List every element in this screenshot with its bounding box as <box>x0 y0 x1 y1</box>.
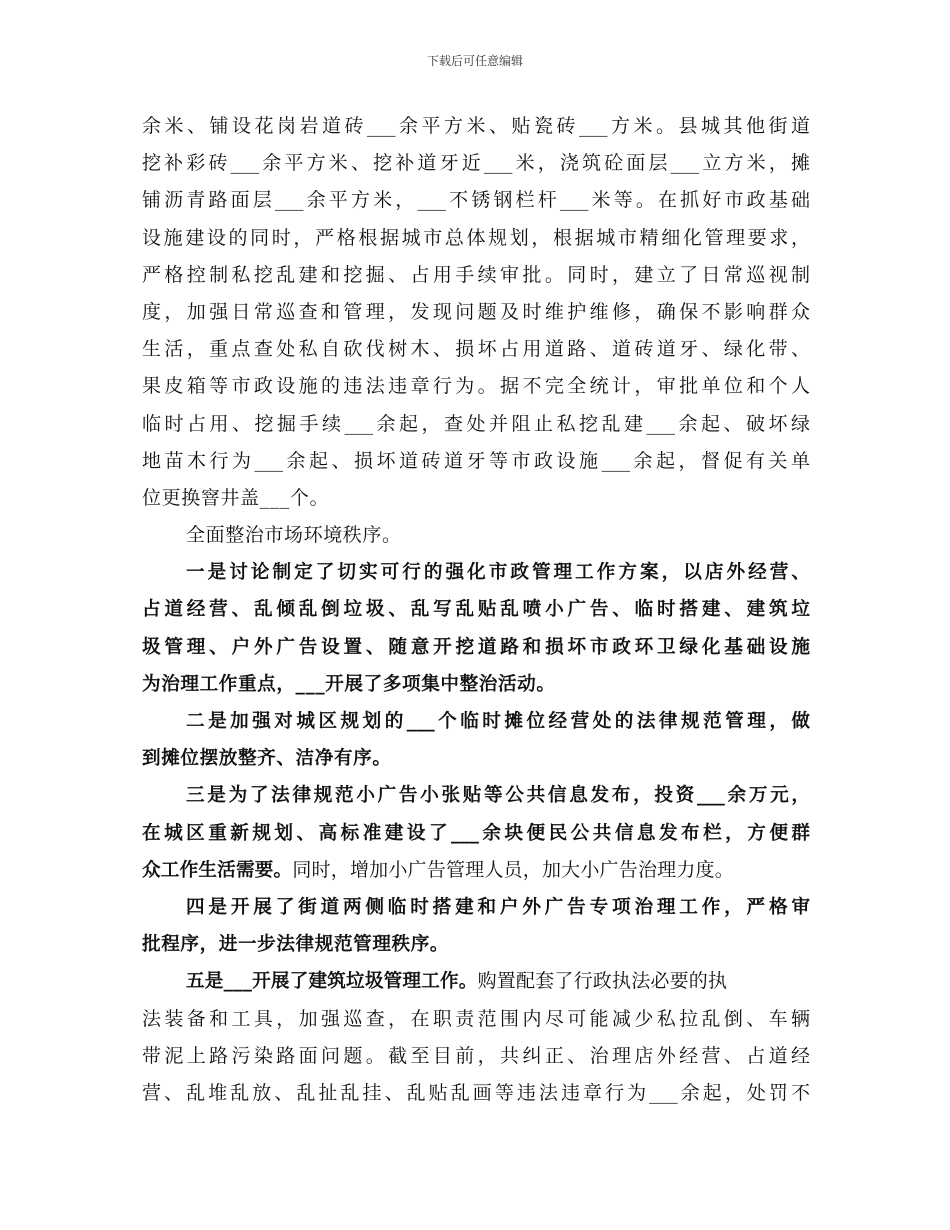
normal-run: 同时，增加小广告管理人员，加大小广告治理力度。 <box>292 858 734 881</box>
bold-line: 在城区重新规划、高标准建设了___余块便民公共信息发布栏，方便群 <box>142 822 810 844</box>
body-line: 度，加强日常巡查和管理，发现问题及时维护维修，确保不影响群众 <box>142 300 810 323</box>
body-line: 设施建设的同时，严格根据城市总体规划，根据城市精细化管理要求， <box>142 226 810 249</box>
bold-line: 圾管理、户外广告设置、随意开挖道路和损坏市政环卫绿化基础设施 <box>142 636 810 658</box>
bold-line: 一是讨论制定了切实可行的强化市政管理工作方案，以店外经营、 <box>186 562 810 584</box>
section-heading: 全面整治市场环境秩序。 <box>186 524 402 547</box>
bold-run: 众工作生活需要。 <box>142 859 293 881</box>
document-body <box>142 108 810 1112</box>
body-line: 挖补彩砖___余平方米、挖补道牙近___米，浇筑砼面层___立方米，摊 <box>142 152 810 175</box>
bold-line: 二是加强对城区规划的___个临时摊位经营处的法律规范管理，做 <box>186 711 810 732</box>
bold-line: 批程序，进一步法律规范管理秩序。 <box>142 934 450 956</box>
body-line: 严格控制私挖乱建和挖掘、占用手续审批。同时，建立了日常巡视制 <box>142 263 810 286</box>
mixed-line <box>142 852 810 889</box>
body-line: 营、乱堆乱放、乱扯乱挂、乱贴乱画等违法违章行为___余起，处罚不 <box>142 1081 810 1104</box>
normal-run: 购置配套了行政执法必要的执 <box>477 970 728 993</box>
body-line: 带泥上路污染路面问题。截至目前，共纠正、治理店外经营、占道经 <box>142 1044 810 1067</box>
body-line: 位更换窨井盖___个。 <box>142 486 330 509</box>
bold-line: 占道经营、乱倾乱倒垃圾、乱写乱贴乱喷小广告、临时搭建、建筑垃 <box>142 599 810 621</box>
bold-line: 四是开展了街道两侧临时搭建和户外广告专项治理工作，严格审 <box>186 896 810 918</box>
bold-line: 为治理工作重点，___开展了多项集中整治活动。 <box>142 673 556 695</box>
body-line: 铺沥青路面层___余平方米，___不锈钢栏杆___米等。在抓好市政基础 <box>142 189 810 212</box>
body-line: 果皮箱等市政设施的违法违章行为。据不完全统计，审批单位和个人 <box>142 375 810 398</box>
body-line: 余米、铺设花岗岩道砖___余平方米、贴瓷砖___方米。县城其他街道 <box>142 115 810 137</box>
body-line: 临时占用、挖掘手续___余起，查处并阻止私挖乱建___余起、破坏绿 <box>142 412 810 435</box>
page-header: 下载后可任意编辑 <box>426 54 523 68</box>
mixed-line <box>142 963 810 1000</box>
bold-run: 五是___开展了建筑垃圾管理工作。 <box>186 971 478 993</box>
body-line: 生活，重点查处私自砍伐树木、损坏占用道路、道砖道牙、绿化带、 <box>142 338 810 361</box>
body-line: 法装备和工具，加强巡查，在职责范围内尽可能减少私拉乱倒、车辆 <box>142 1007 810 1030</box>
body-line: 地苗木行为___余起、损坏道砖道牙等市政设施___余起，督促有关单 <box>142 449 810 472</box>
bold-line: 三是为了法律规范小广告小张贴等公共信息发布，投资___余万元， <box>186 785 810 807</box>
bold-line: 到摊位摆放整齐、洁净有序。 <box>142 748 392 770</box>
